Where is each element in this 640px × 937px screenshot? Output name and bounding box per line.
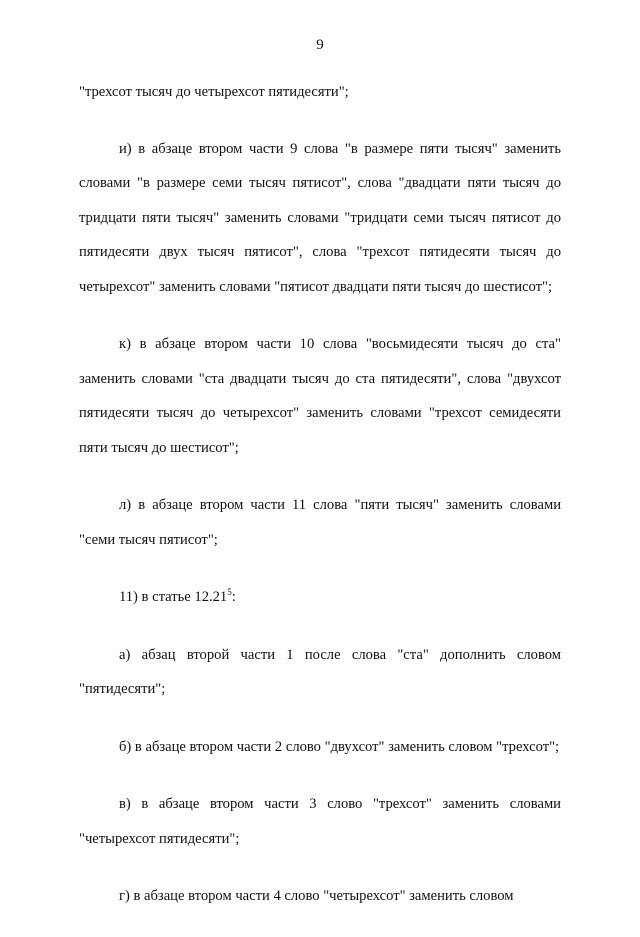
- document-body: [79, 75, 561, 937]
- subitem-g: г) в абзаце втором части 4 слово "четырехсот" заменить словом: [119, 888, 514, 904]
- paragraph-continuation: "трехсот тысяч до четырехсот пятидесяти";: [79, 84, 349, 100]
- paragraph-item-k: к) в абзаце втором части 10 слова "восьмидесяти тысяч до ста" заменить словами "ста двадцати тысяч до ста пятидесяти", слова "двухсот пятидесяти тысяч до четырехсот" заменить словами "трехсот семидесяти пяти тысяч до шестисот";: [79, 336, 561, 456]
- paragraph-item-i: и) в абзаце втором части 9 слова "в размере пяти тысяч" заменить словами "в размере семи тысяч пятисот", слова "двадцати пяти тысяч до тридцати пяти тысяч" заменить словами "тридцати семи тысяч пятисот до пятидесяти двух тысяч пятисот", слова "трехсот пятидесяти тысяч до четырехсот" заменить словами "пятисот двадцати пяти тысяч до шестисот";: [79, 140, 561, 295]
- page-number: 9: [316, 37, 324, 53]
- article-superscript: 5: [227, 587, 232, 598]
- subitem-a: а) абзац второй части 1 после слова "ста" дополнить словом "пятидесяти";: [79, 646, 561, 697]
- article-heading: [79, 580, 561, 615]
- subitem-b: б) в абзаце втором части 2 слово "двухсот" заменить словом "трехсот";: [119, 738, 560, 755]
- article-prefix: 11) в статье 12.21: [119, 589, 228, 605]
- subitem-v: в) в абзаце втором части 3 слово "трехсот" заменить словами "четырехсот пятидесяти";: [79, 796, 561, 847]
- paragraph-item-l: л) в абзаце втором части 11 слова "пяти тысяч" заменить словами "семи тысяч пятисот";: [79, 497, 561, 548]
- article-suffix: :: [231, 589, 236, 605]
